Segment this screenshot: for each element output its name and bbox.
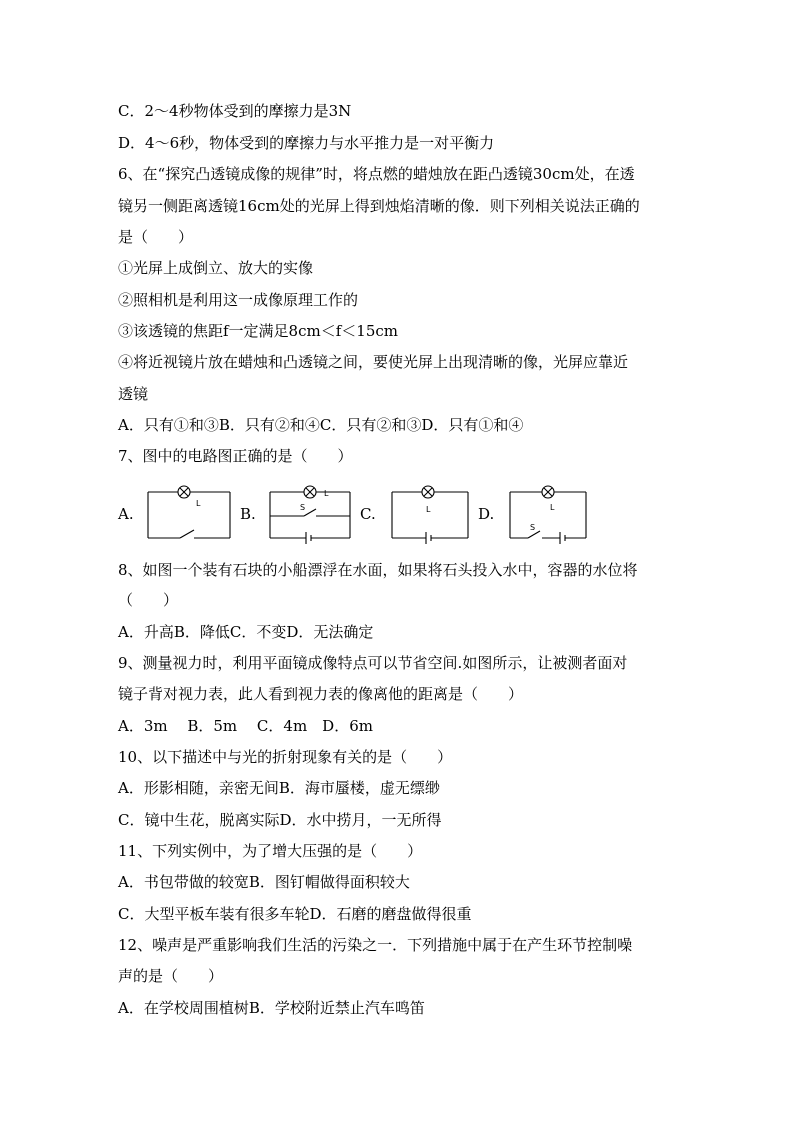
q6-statement-1: ①光屏上成倒立、放大的实像	[118, 259, 314, 277]
q6-stem-line2: 镜另一侧距离透镜16cm处的光屏上得到烛焰清晰的像．则下列相关说法正确的	[118, 197, 640, 215]
q8-stem-line2: （ ）	[118, 591, 179, 609]
q6-statement-4-cont: 透镜	[118, 385, 149, 403]
q10-options-cd: C．镜中生花，脱离实际D．水中捞月，一无所得	[118, 811, 442, 829]
q5-option-c: C．2～4秒物体受到的摩擦力是3N	[118, 102, 352, 120]
q9-options: A．3m B．5m C．4m D．6m	[118, 717, 373, 735]
q12-stem-line1: 12、噪声是严重影响我们生活的污染之一．下列措施中属于在产生环节控制噪	[118, 936, 633, 954]
q7-stem: 7、图中的电路图正确的是（ ）	[118, 447, 353, 465]
circuit-b-lamp-label: L	[324, 489, 329, 498]
q11-options-ab: A．书包带做的较宽B．图钉帽做得面积较大	[118, 873, 410, 891]
circuit-a-label: A.	[118, 505, 134, 523]
circuit-d-lamp-label: L	[550, 503, 555, 512]
circuit-a-diagram	[146, 484, 232, 540]
q11-stem: 11、下列实例中，为了增大压强的是（ ）	[118, 842, 423, 860]
circuit-c-lamp-label: L	[426, 505, 431, 514]
q8-options: A．升高B．降低C．不变D．无法确定	[118, 623, 374, 641]
q12-stem-line2: 声的是（ ）	[118, 967, 224, 985]
circuit-b-label: B.	[240, 505, 256, 523]
circuit-d-diagram	[508, 484, 588, 540]
q9-stem-line2: 镜子背对视力表，此人看到视力表的像离他的距离是（ ）	[118, 685, 524, 703]
q6-stem-line1: 6、在“探究凸透镜成像的规律”时，将点燃的蜡烛放在距凸透镜30cm处，在透	[118, 165, 635, 183]
q6-statement-4: ④将近视镜片放在蜡烛和凸透镜之间，要使光屏上出现清晰的像，光屏应靠近	[118, 353, 629, 371]
circuit-d-label: D.	[478, 505, 495, 523]
q11-options-cd: C．大型平板车装有很多车轮D．石磨的磨盘做得很重	[118, 905, 472, 923]
q8-stem-line1: 8、如图一个装有石块的小船漂浮在水面，如果将石头投入水中，容器的水位将	[118, 561, 638, 579]
circuit-d-switch-label: S	[530, 523, 536, 532]
circuit-c-label: C.	[360, 505, 376, 523]
q9-stem-line1: 9、测量视力时，利用平面镜成像特点可以节省空间.如图所示，让被测者面对	[118, 654, 628, 672]
q12-options-ab: A．在学校周围植树B．学校附近禁止汽车鸣笛	[118, 999, 425, 1017]
circuit-b-switch-label: S	[300, 503, 306, 512]
q10-options-ab: A．形影相随，亲密无间B．海市蜃楼，虚无缥缈	[118, 779, 440, 797]
q7-circuit-figures	[118, 484, 598, 546]
q6-stem-line3: 是（ ）	[118, 228, 194, 246]
q10-stem: 10、以下描述中与光的折射现象有关的是（ ）	[118, 748, 453, 766]
q6-statement-2: ②照相机是利用这一成像原理工作的	[118, 291, 359, 309]
circuit-b-diagram	[268, 484, 352, 540]
circuit-c-diagram	[390, 484, 470, 540]
q5-option-d: D．4～6秒，物体受到的摩擦力与水平推力是一对平衡力	[118, 134, 495, 152]
q6-options: A．只有①和③B．只有②和④C．只有②和③D．只有①和④	[118, 416, 524, 434]
q6-statement-3: ③该透镜的焦距f一定满足8cm＜f＜15cm	[118, 322, 398, 340]
circuit-a-lamp-label: L	[196, 499, 201, 508]
